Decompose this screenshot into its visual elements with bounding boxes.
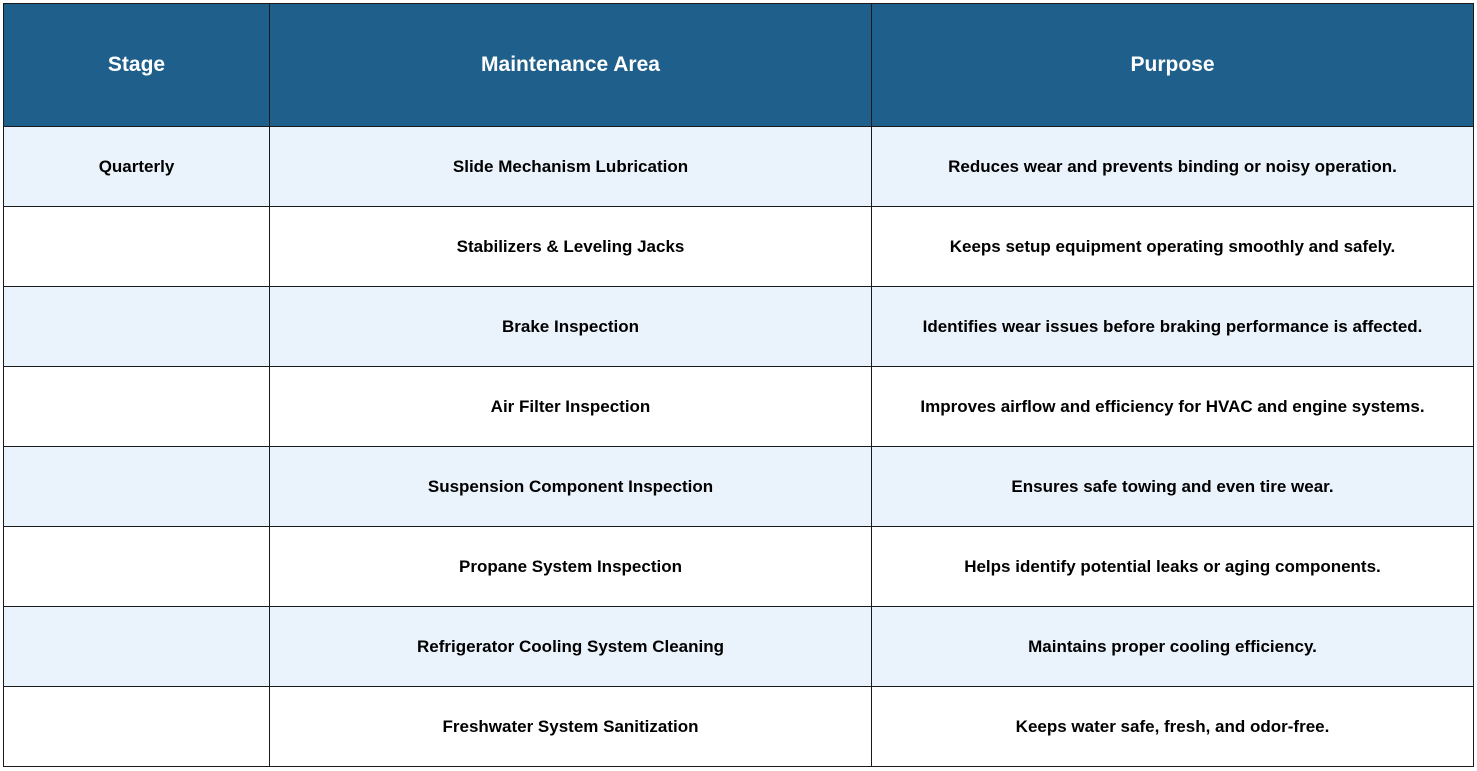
cell-stage: Quarterly: [4, 127, 270, 207]
cell-purpose: Keeps setup equipment operating smoothly and safely.: [872, 207, 1474, 287]
cell-purpose: Keeps water safe, fresh, and odor-free.: [872, 687, 1474, 767]
maintenance-schedule-table: [3, 3, 1474, 767]
cell-stage: [4, 687, 270, 767]
table-row: [4, 447, 1474, 527]
cell-purpose: Ensures safe towing and even tire wear.: [872, 447, 1474, 527]
header-stage: Stage: [4, 4, 270, 127]
cell-stage: [4, 607, 270, 687]
cell-stage: [4, 207, 270, 287]
table-row: [4, 207, 1474, 287]
cell-purpose: Reduces wear and prevents binding or noisy operation.: [872, 127, 1474, 207]
table-header: [4, 4, 1474, 127]
maintenance-table-container: [3, 3, 1473, 767]
header-row: [4, 4, 1474, 127]
cell-maintenance-area: Propane System Inspection: [270, 527, 872, 607]
table-row: [4, 127, 1474, 207]
cell-maintenance-area: Slide Mechanism Lubrication: [270, 127, 872, 207]
header-purpose: Purpose: [872, 4, 1474, 127]
cell-purpose: Helps identify potential leaks or aging components.: [872, 527, 1474, 607]
cell-stage: [4, 287, 270, 367]
cell-maintenance-area: Air Filter Inspection: [270, 367, 872, 447]
cell-maintenance-area: Refrigerator Cooling System Cleaning: [270, 607, 872, 687]
cell-purpose: Identifies wear issues before braking performance is affected.: [872, 287, 1474, 367]
cell-maintenance-area: Freshwater System Sanitization: [270, 687, 872, 767]
table-row: [4, 287, 1474, 367]
header-maintenance-area: Maintenance Area: [270, 4, 872, 127]
cell-stage: [4, 447, 270, 527]
table-row: [4, 367, 1474, 447]
table-row: [4, 527, 1474, 607]
table-row: [4, 687, 1474, 767]
cell-stage: [4, 367, 270, 447]
cell-purpose: Improves airflow and efficiency for HVAC and engine systems.: [872, 367, 1474, 447]
table-row: [4, 607, 1474, 687]
cell-maintenance-area: Suspension Component Inspection: [270, 447, 872, 527]
cell-maintenance-area: Brake Inspection: [270, 287, 872, 367]
table-body: [4, 127, 1474, 767]
cell-maintenance-area: Stabilizers & Leveling Jacks: [270, 207, 872, 287]
cell-stage: [4, 527, 270, 607]
cell-purpose: Maintains proper cooling efficiency.: [872, 607, 1474, 687]
